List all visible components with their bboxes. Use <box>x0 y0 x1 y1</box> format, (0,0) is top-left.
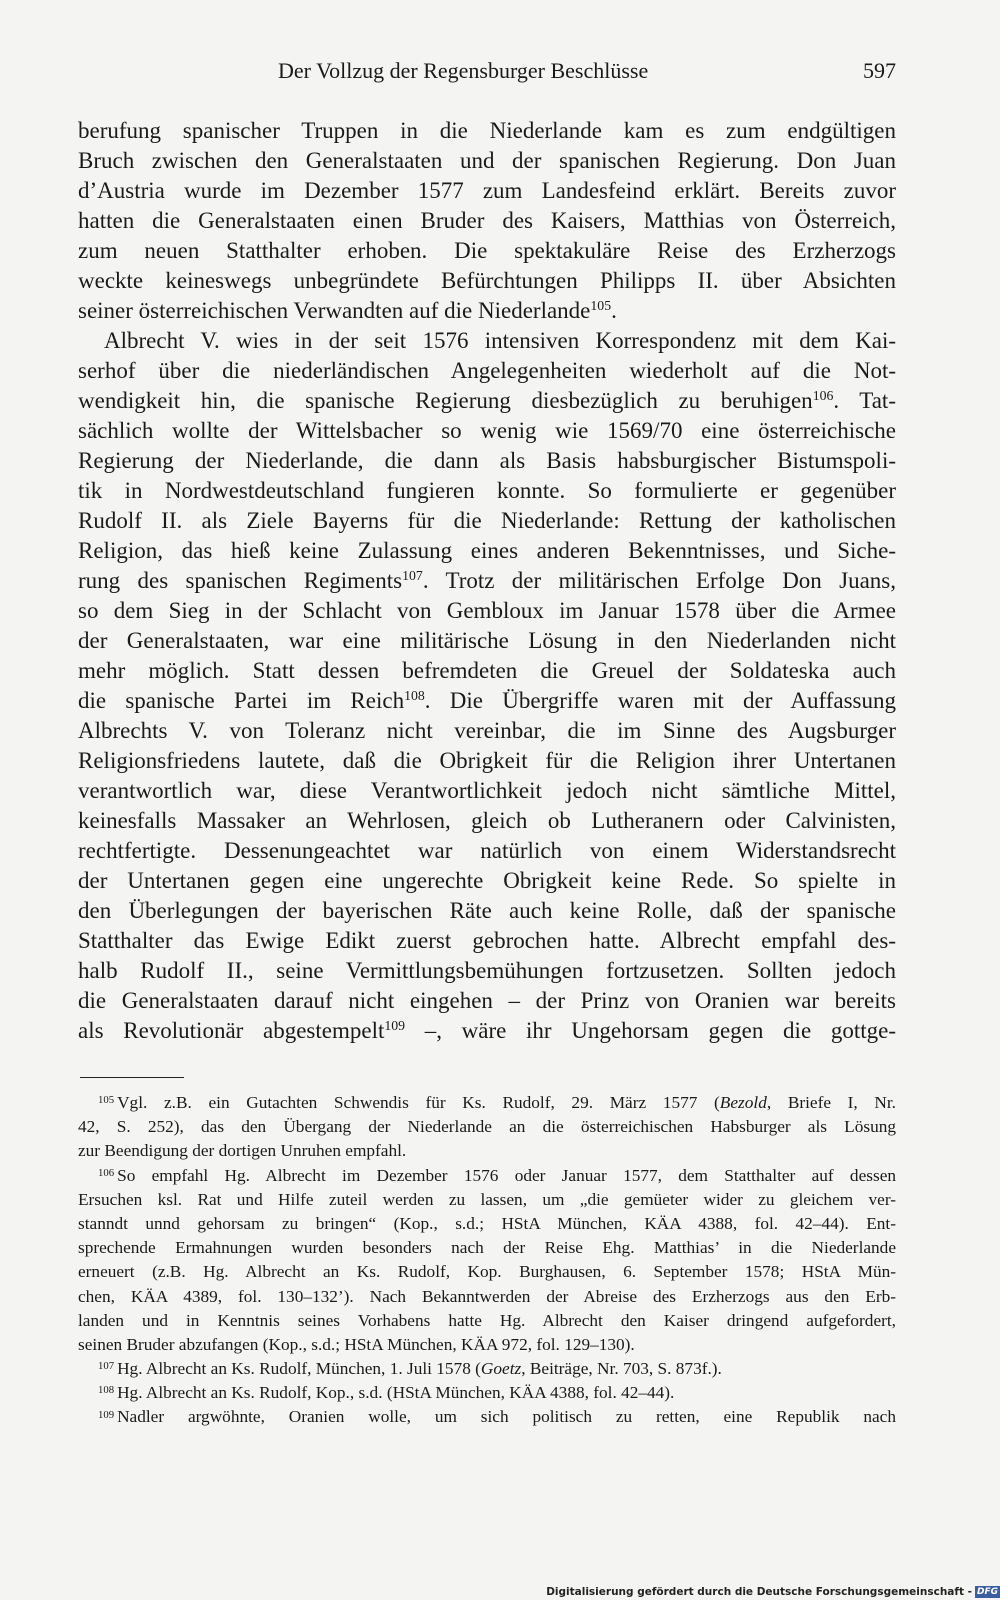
page-number: 597 <box>863 58 896 83</box>
text-run: Hg. Albrecht an Ks. Rudolf, München, 1. Juli 1578 ( <box>117 1359 481 1379</box>
footnote-ref[interactable]: 109 <box>384 1018 406 1034</box>
text-line: Bruch zwischen den Generalstaaten und der spanischen Regierung. Don Juan <box>78 148 896 173</box>
text-line: hatten die Generalstaaten einen Bruder des Kaisers, Matthias von Österreich, <box>78 208 896 233</box>
text-run: , Beiträge, Nr. 703, S. 873f.). <box>521 1359 722 1379</box>
text-line: serhof über die niederländischen Angelegenheiten wiederholt auf die Not- <box>78 358 896 383</box>
digitization-credit <box>546 1584 1000 1600</box>
text-line: der Generalstaaten, war eine militärische Lösung in den Niederlanden nicht <box>78 628 896 653</box>
text-run: seiner österreichischen Verwandten auf die Niederlande <box>78 298 591 323</box>
text-line <box>78 566 896 596</box>
text-line: Regierung der Niederlande, die dann als Basis habsburgischer Bistumspoli- <box>78 448 896 473</box>
footnote-ref[interactable]: 107 <box>402 568 423 584</box>
text-line: die Generalstaaten darauf nicht eingehen – der Prinz von Oranien war bereits <box>78 988 896 1013</box>
text-run: . <box>611 298 617 323</box>
footnote-number: 109 <box>98 1408 115 1421</box>
text-line: Rudolf II. als Ziele Bayerns für die Niederlande: Rettung der katholischen <box>78 508 896 533</box>
text-run: –, wäre ihr Ungehorsam gegen die gottge- <box>405 1018 896 1043</box>
dfg-logo[interactable]: DFG <box>976 1587 998 1597</box>
footnote-line: 42, S. 252), das den Übergang der Niederlande an die österreichischen Habsburger als Lösung <box>78 1117 896 1137</box>
running-title: Der Vollzug der Regensburger Beschlüsse <box>278 58 649 83</box>
text-run: rung des spanischen Regiments <box>78 568 403 593</box>
footnote-line <box>78 1405 896 1429</box>
text-run: . Trotz der militärischen Erfolge Don Juans, <box>422 568 896 593</box>
text-line <box>78 1016 896 1046</box>
author-name: Goetz <box>480 1359 522 1379</box>
text-run: wendigkeit hin, die spanische Regierung diesbezüglich zu beruhigen <box>78 388 813 413</box>
text-line: den Überlegungen der bayerischen Räte auch keine Rolle, daß der spanische <box>78 898 896 923</box>
text-run: , Briefe I, Nr. <box>766 1093 896 1112</box>
text-run: Hg. Albrecht an Ks. Rudolf, Kop., s.d. (HStA München, KÄA 4388, fol. 42–44). <box>117 1383 675 1403</box>
text-line: weckte keineswegs unbegründete Befürchtungen Philipps II. über Absichten <box>78 268 896 293</box>
footnote-line: stanndt unnd gehorsam zu bringen“ (Kop., s.d.; HStA München, KÄA 4388, fol. 42–44). Ent- <box>78 1213 896 1233</box>
text-line: keinesfalls Massaker an Wehrlosen, gleich ob Lutheranern oder Calvinisten, <box>78 808 896 833</box>
text-line: der Untertanen gegen eine ungerechte Obrigkeit keine Rede. So spielte in <box>78 868 896 893</box>
text-run: . Die Übergriffe waren mit der Auffassung <box>424 688 897 713</box>
footnote-line: seinen Bruder abzufangen (Kop., s.d.; HStA München, KÄA 972, fol. 129–130). <box>78 1334 635 1354</box>
text-line: berufung spanischer Truppen in die Niederlande kam es zum endgültigen <box>78 118 896 143</box>
footnote-ref[interactable]: 105 <box>590 298 612 314</box>
text-line: halb Rudolf II., seine Vermittlungsbemühungen fortzusetzen. Sollten jedoch <box>78 958 896 983</box>
footnote-line: erneuert (z.B. Hg. Albrecht an Ks. Rudolf, Kop. Burghausen, 6. September 1578; HStA Mün- <box>78 1262 896 1282</box>
footnote-number: 106 <box>98 1166 115 1179</box>
footnote-line: chen, KÄA 4389, fol. 130–132’). Nach Bekanntwerden der Abreise des Erzherzogs aus den Erb- <box>78 1286 896 1306</box>
text-run: . Tat- <box>833 388 896 413</box>
text-line: Albrechts V. von Toleranz nicht vereinbar, die im Sinne des Augsburger <box>78 718 896 743</box>
footnote-number: 105 <box>98 1094 115 1107</box>
text-line: so dem Sieg in der Schlacht von Gembloux im Januar 1578 über die Armee <box>78 598 896 623</box>
running-head <box>78 56 896 86</box>
footnote-line: landen und in Kenntnis seines Vorhabens hatte Hg. Albrecht den Kaiser dringend aufgefordert, <box>78 1310 896 1330</box>
footnote-line <box>78 1381 896 1405</box>
text-run: So empfahl Hg. Albrecht im Dezember 1576 oder Januar 1577, dem Statthalter auf dessen <box>117 1165 896 1185</box>
footnote-line <box>78 1164 896 1188</box>
text-line: Religion, das hieß keine Zulassung eines anderen Bekenntnisses, und Siche- <box>78 538 896 563</box>
main-text <box>78 116 896 1046</box>
footnote-separator <box>80 1077 184 1078</box>
text-line: zum neuen Statthalter erhoben. Die spektakuläre Reise des Erzherzogs <box>78 238 896 263</box>
footnotes <box>78 1091 896 1430</box>
text-run: als Revolutionär abgestempelt <box>78 1018 385 1043</box>
footnote-ref[interactable]: 106 <box>812 388 834 404</box>
text-line: d’Austria wurde im Dezember 1577 zum Landesfeind erklärt. Bereits zuvor <box>78 178 896 203</box>
text-line: Statthalter das Ewige Edikt zuerst gebrochen hatte. Albrecht empfahl des- <box>78 928 896 953</box>
footnote-number: 108 <box>98 1384 115 1397</box>
text-line: Religionsfriedens lautete, daß die Obrigkeit für die Religion ihrer Untertanen <box>78 748 896 773</box>
text-line: Albrecht V. wies in der seit 1576 intensiven Korrespondenz mit dem Kai- <box>104 328 896 353</box>
footnote-line: sprechende Ermahnungen wurden besonders nach der Reise Ehg. Matthias’ in die Niederlande <box>78 1238 896 1258</box>
footnote-line <box>78 1091 896 1115</box>
text-line: tik in Nordwestdeutschland fungieren konnte. So formulierte er gegenüber <box>78 478 896 503</box>
text-line <box>78 386 896 416</box>
text-line: rechtfertigte. Dessenungeachtet war natürlich von einem Widerstandsrecht <box>78 838 896 863</box>
footnote-line: Ersuchen ksl. Rat und Hilfe zuteil werden zu lassen, um „die gemüeter wider zu gleichem ver- <box>78 1189 896 1209</box>
footnote-number: 107 <box>98 1360 115 1373</box>
text-line: sächlich wollte der Wittelsbacher so wenig wie 1569/70 eine österreichische <box>78 418 896 443</box>
text-run: Nadler argwöhnte, Oranien wolle, um sich politisch zu retten, eine Republik nach <box>117 1407 896 1427</box>
text-line: verantwortlich war, diese Verantwortlichkeit jedoch nicht sämtliche Mittel, <box>78 778 896 803</box>
footnote-line: zur Beendigung der dortigen Unruhen empfahl. <box>78 1141 407 1161</box>
text-line <box>78 686 896 716</box>
text-run: Vgl. z.B. ein Gutachten Schwendis für Ks. Rudolf, 29. März 1577 ( <box>117 1093 720 1112</box>
credit-text: Digitalisierung gefördert durch die Deutsche Forschungsgemeinschaft - <box>546 1586 972 1598</box>
author-name: Bezold <box>719 1093 767 1112</box>
text-run: die spanische Partei im Reich <box>78 688 405 713</box>
footnote-line <box>78 1357 896 1381</box>
footnote-ref[interactable]: 108 <box>404 688 425 704</box>
text-line: mehr möglich. Statt dessen befremdeten die Greuel der Soldateska auch <box>78 658 896 683</box>
text-line <box>78 296 896 326</box>
